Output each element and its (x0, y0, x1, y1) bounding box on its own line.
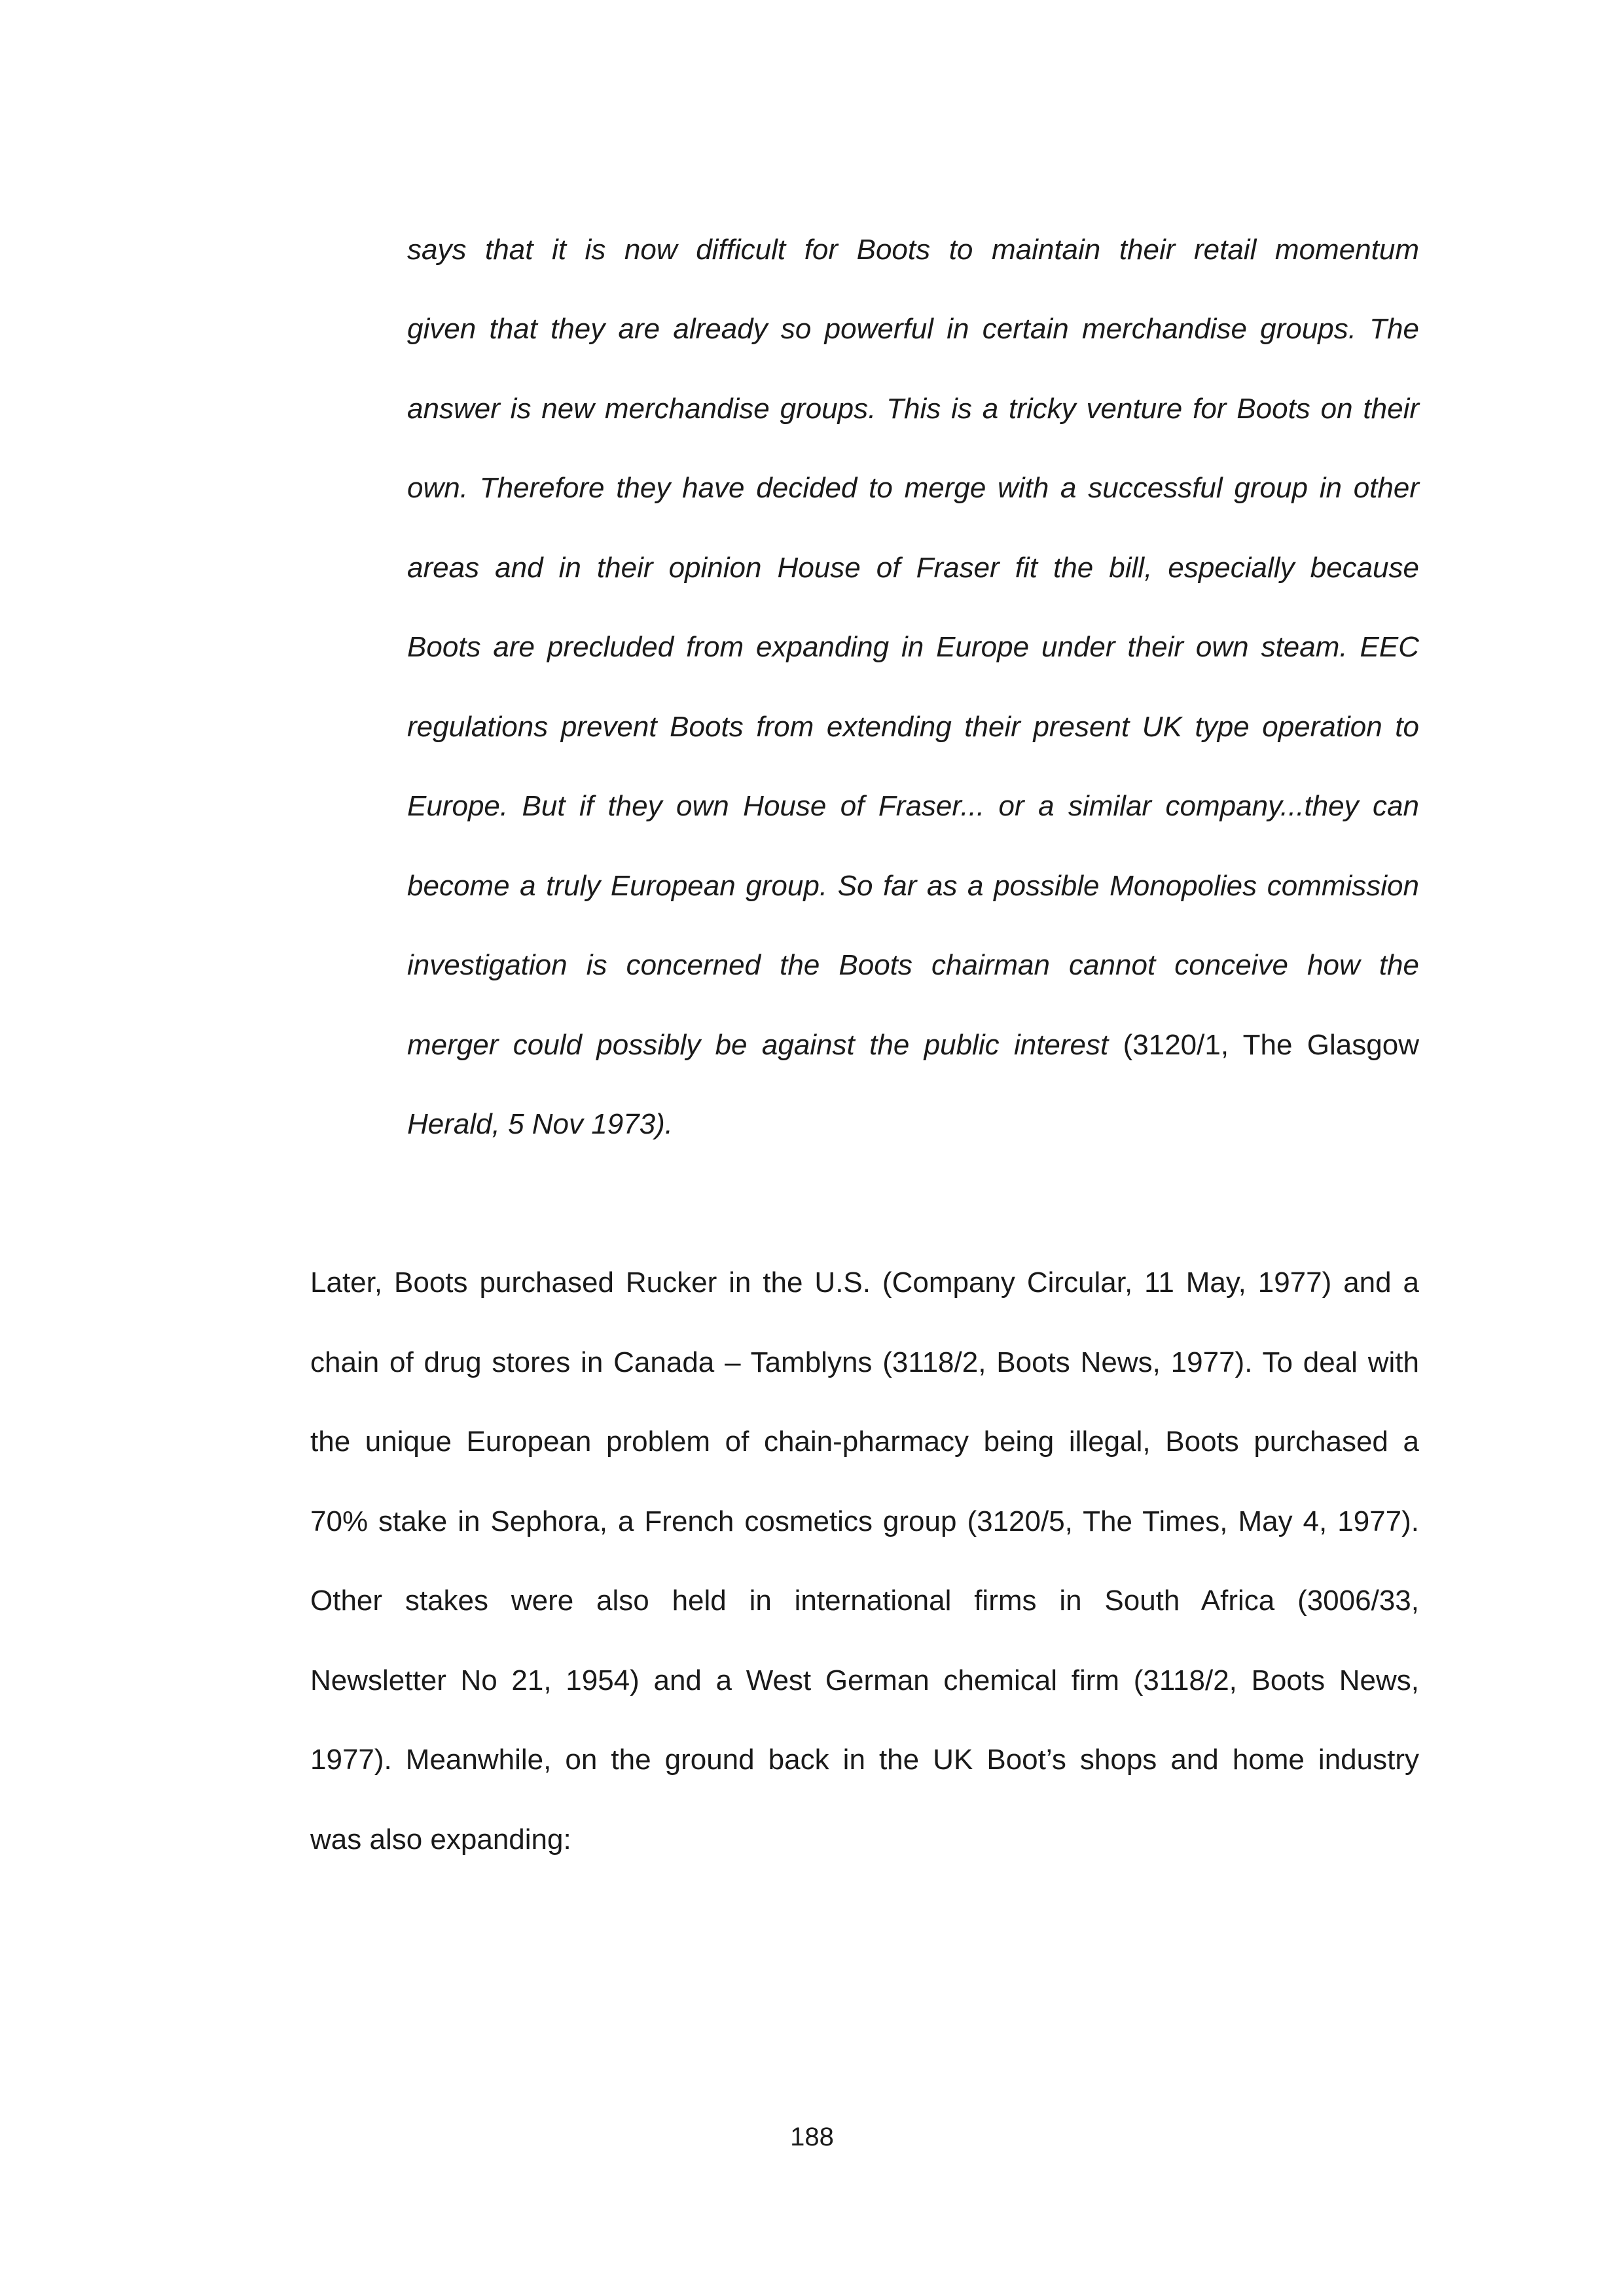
quote-line: regulations prevent Boots from extending their present UK type operation to (407, 711, 1419, 743)
quote-line: investigation is concerned the Boots chairman cannot conceive how the (407, 949, 1419, 981)
quote-line: says that it is now difficult for Boots to maintain their retail momentum (407, 234, 1419, 266)
quote-line: own. Therefore they have decided to merge with a successful group in other (407, 472, 1419, 504)
quote-line: become a truly European group. So far as a possible Monopolies commission (407, 870, 1419, 902)
quote-citation: (3120/1, The Glasgow (1108, 1029, 1419, 1061)
paragraph-line: Other stakes were also held in international firms in South Africa (3006/33, (310, 1585, 1419, 1617)
quote-line: answer is new merchandise groups. This is a tricky venture for Boots on their (407, 393, 1419, 425)
quote-line: given that they are already so powerful in certain merchandise groups. The (407, 313, 1419, 345)
paragraph-line: 70% stake in Sephora, a French cosmetics group (3120/5, The Times, May 4, 1977). (310, 1505, 1419, 1537)
quote-line: Europe. But if they own House of Fraser... or a similar company...they can (407, 790, 1419, 822)
paragraph-line: chain of drug stores in Canada – Tamblyns (3118/2, Boots News, 1977). To deal with (310, 1346, 1419, 1378)
paragraph-line: was also expanding: (310, 1823, 571, 1856)
paragraph-line: Later, Boots purchased Rucker in the U.S. (Company Circular, 11 May, 1977) and a (310, 1266, 1419, 1299)
page-number: 188 (790, 2123, 834, 2151)
paragraph-line: the unique European problem of chain-pharmacy being illegal, Boots purchased a (310, 1426, 1419, 1458)
paragraph-line: 1977). Meanwhile, on the ground back in the UK Boot’s shops and home industry (310, 1744, 1419, 1776)
quote-line-text: merger could possibly be against the public interest (407, 1029, 1109, 1061)
paragraph-line: Newsletter No 21, 1954) and a West German chemical firm (3118/2, Boots News, (310, 1664, 1419, 1696)
quote-line (407, 1027, 1419, 1064)
quote-citation-end: Herald, 5 Nov 1973). (407, 1108, 673, 1140)
quote-line: Boots are precluded from expanding in Europe under their own steam. EEC (407, 631, 1419, 663)
quote-line: areas and in their opinion House of Fraser fit the bill, especially because (407, 552, 1419, 584)
